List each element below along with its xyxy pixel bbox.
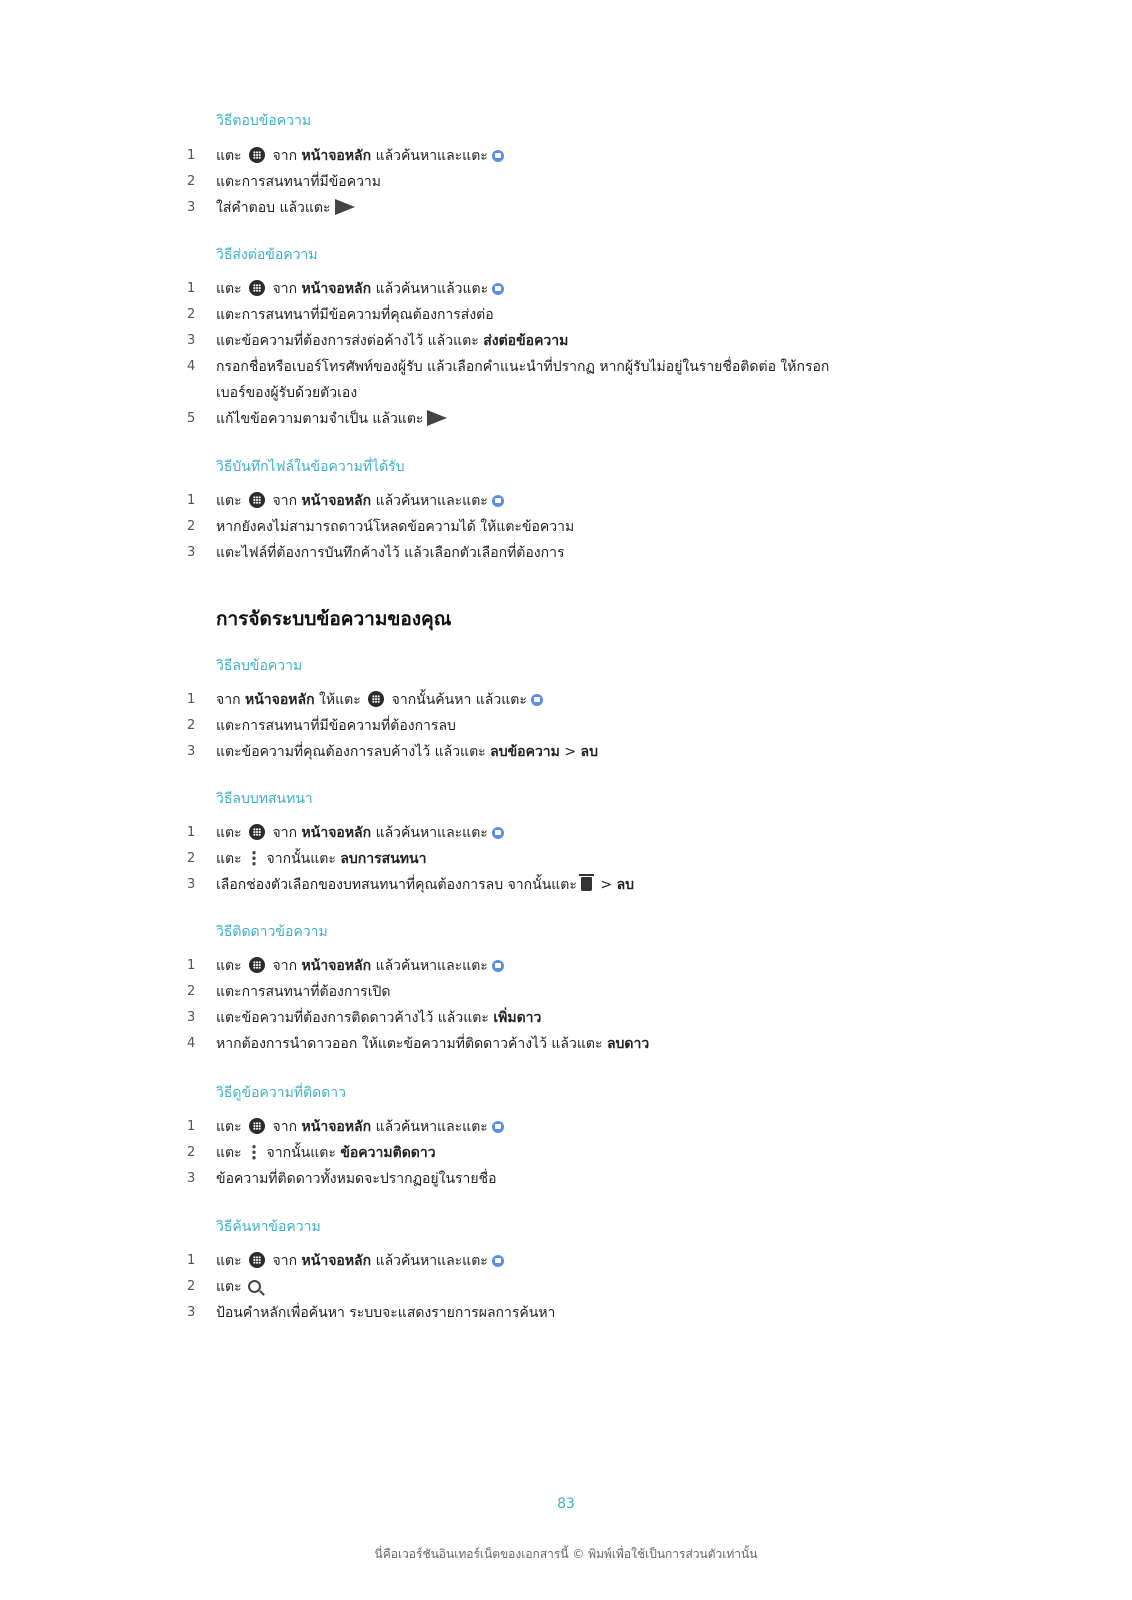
apps-icon [249,1252,265,1268]
more-options-icon [252,1144,256,1160]
step-number: 2 [187,1279,196,1294]
delete-conversation-label: ลบการสนทนา [340,851,427,867]
messages-icon [492,495,504,507]
step-text: แตะข้อความที่ต้องการติดดาวค้างไว้ แล้วแตะ [216,1010,489,1026]
step-text: แล้วค้นหาและแตะ [375,958,488,974]
step-text: จากนั้นแตะ [266,1145,336,1161]
apps-icon [249,1118,265,1134]
step-text: แตะ [216,825,242,841]
step-number: 1 [187,692,196,707]
search-icon [248,1280,261,1293]
step-number: 2 [187,307,196,322]
step-text: แตะ [216,1119,242,1135]
trash-icon [581,877,592,891]
step-text: แตะการสนทนาที่มีข้อความ [216,174,382,190]
step-text: แตะ [216,958,242,974]
messages-icon [492,1121,504,1133]
step-text: จาก [272,1253,298,1269]
step-text: จาก [272,825,298,841]
step-text: แตะข้อความที่ต้องการส่งต่อค้างไว้ แล้วแตะ [216,333,479,349]
section-title-star: วิธีติดดาวข้อความ [216,924,328,940]
step-text: กรอกชื่อหรือเบอร์โทรศัพท์ของผู้รับ แล้วเลือกคำแนะนำที่ปรากฏ หากผู้รับไม่อยู่ในรายชื่อติดต่อ ให้กรอก [216,359,830,375]
apps-icon [249,824,265,840]
section-title-reply: วิธีตอบข้อความ [216,113,312,129]
step-text: จากนั้นค้นหา แล้วแตะ [391,692,527,708]
section-title-save: วิธีบันทึกไฟล์ในข้อความที่ได้รับ [216,459,405,475]
step-text: แตะ [216,851,242,867]
step-text: หากต้องการนำดาวออก ให้แตะข้อความที่ติดดาวค้างไว้ แล้วแตะ [216,1036,603,1052]
step-number: 3 [187,1010,196,1025]
section-title-delete-conversation: วิธีลบบทสนทนา [216,791,313,807]
step-text: จาก [272,281,298,297]
step-text: จากนั้นแตะ [266,851,336,867]
step-text: แล้วค้นหาและแตะ [375,825,488,841]
home-screen-label: หน้าจอหลัก [301,281,372,297]
send-icon [427,410,447,426]
delete-message-label: ลบข้อความ [490,744,560,760]
step-text: จาก [272,1119,298,1135]
step-number: 4 [187,1036,196,1051]
home-screen-label: หน้าจอหลัก [301,1119,372,1135]
section-title-search: วิธีค้นหาข้อความ [216,1219,321,1235]
delete-label: ลบ [616,877,635,893]
step-text: แตะ [216,281,242,297]
step-text: แล้วค้นหาและแตะ [375,1119,488,1135]
step-text: จาก [272,493,298,509]
step-number: 5 [187,411,196,426]
step-text: จาก [272,148,298,164]
step-text: จาก [216,692,241,708]
step-number: 1 [187,825,196,840]
step-text: แตะการสนทนาที่ต้องการเปิด [216,984,391,1000]
step-number: 3 [187,744,196,759]
step-number: 3 [187,200,196,215]
step-number: 3 [187,1171,196,1186]
step-number: 2 [187,519,196,534]
step-number: 3 [187,333,196,348]
step-text: ให้แตะ [319,692,361,708]
home-screen-label: หน้าจอหลัก [301,1253,372,1269]
step-number: 3 [187,1305,196,1320]
step-text: แตะ [216,493,242,509]
step-text: ใส่คำตอบ แล้วแตะ [216,200,331,216]
starred-messages-label: ข้อความติดดาว [340,1145,436,1161]
step-number: 1 [187,1253,196,1268]
send-icon [335,199,355,215]
messages-icon [531,694,543,706]
step-text: เบอร์ของผู้รับด้วยตัวเอง [216,385,358,401]
step-text: แก้ไขข้อความตามจำเป็น แล้วแตะ [216,411,424,427]
step-number: 2 [187,1145,196,1160]
step-number: 2 [187,174,196,189]
step-text: แตะไฟล์ที่ต้องการบันทึกค้างไว้ แล้วเลือกตัวเลือกที่ต้องการ [216,545,565,561]
step-number: 4 [187,359,196,374]
page-number: 83 [557,1496,575,1512]
separator: > [564,744,577,760]
step-number: 2 [187,984,196,999]
step-text: จาก [272,958,298,974]
step-text: เลือกช่องตัวเลือกของบทสนทนาที่คุณต้องการลบ จากนั้นแตะ [216,877,577,893]
messages-icon [492,1255,504,1267]
step-number: 1 [187,493,196,508]
apps-icon [368,691,384,707]
home-screen-label: หน้าจอหลัก [301,825,372,841]
apps-icon [249,280,265,296]
add-star-label: เพิ่มดาว [493,1010,542,1026]
apps-icon [249,492,265,508]
home-screen-label: หน้าจอหลัก [301,148,372,164]
messages-icon [492,827,504,839]
step-number: 1 [187,1119,196,1134]
step-text: แตะ [216,1279,242,1295]
step-number: 3 [187,545,196,560]
step-text: แตะข้อความที่คุณต้องการลบค้างไว้ แล้วแตะ [216,744,486,760]
step-text: แล้วค้นหาและแตะ [375,1253,488,1269]
section-title-forward: วิธีส่งต่อข้อความ [216,247,318,263]
step-number: 1 [187,958,196,973]
messages-icon [492,960,504,972]
delete-label: ลบ [580,744,599,760]
step-text: แล้วค้นหาและแตะ [375,148,488,164]
step-number: 1 [187,281,196,296]
home-screen-label: หน้าจอหลัก [245,692,315,708]
apps-icon [249,147,265,163]
apps-icon [249,957,265,973]
step-text: แล้วค้นหาแล้วแตะ [375,281,489,297]
step-text: ป้อนคำหลักเพื่อค้นหา ระบบจะแสดงรายการผลการค้นหา [216,1305,556,1321]
step-text: แตะการสนทนาที่มีข้อความที่คุณต้องการส่งต่อ [216,307,494,323]
step-number: 2 [187,718,196,733]
step-text: แตะการสนทนาที่มีข้อความที่ต้องการลบ [216,718,456,734]
section-title-view-starred: วิธีดูข้อความที่ติดดาว [216,1085,347,1101]
step-number: 3 [187,877,196,892]
section-title-delete: วิธีลบข้อความ [216,658,303,674]
step-text: ข้อความที่ติดดาวทั้งหมดจะปรากฏอยู่ในรายชื่อ [216,1171,497,1187]
more-options-icon [252,850,256,866]
step-text: แตะ [216,1253,242,1269]
messages-icon [492,150,504,162]
step-text: แล้วค้นหาและแตะ [375,493,488,509]
forward-message-label: ส่งต่อข้อความ [483,333,569,349]
home-screen-label: หน้าจอหลัก [301,493,372,509]
step-number: 2 [187,851,196,866]
messages-icon [492,283,504,295]
section-heading: การจัดระบบข้อความของคุณ [216,608,452,630]
step-text: แตะ [216,1145,242,1161]
step-text: แตะ [216,148,242,164]
home-screen-label: หน้าจอหลัก [301,958,372,974]
step-text: หากยังคงไม่สามารถดาวน์โหลดข้อความได้ ให้แตะข้อความ [216,519,575,535]
footer-note: นี่คือเวอร์ชันอินเทอร์เน็ตของเอกสารนี้ © พิมพ์เพื่อใช้เป็นการส่วนตัวเท่านั้น [374,1547,758,1561]
separator: > [600,877,613,893]
step-number: 1 [187,148,196,163]
remove-star-label: ลบดาว [606,1036,650,1052]
